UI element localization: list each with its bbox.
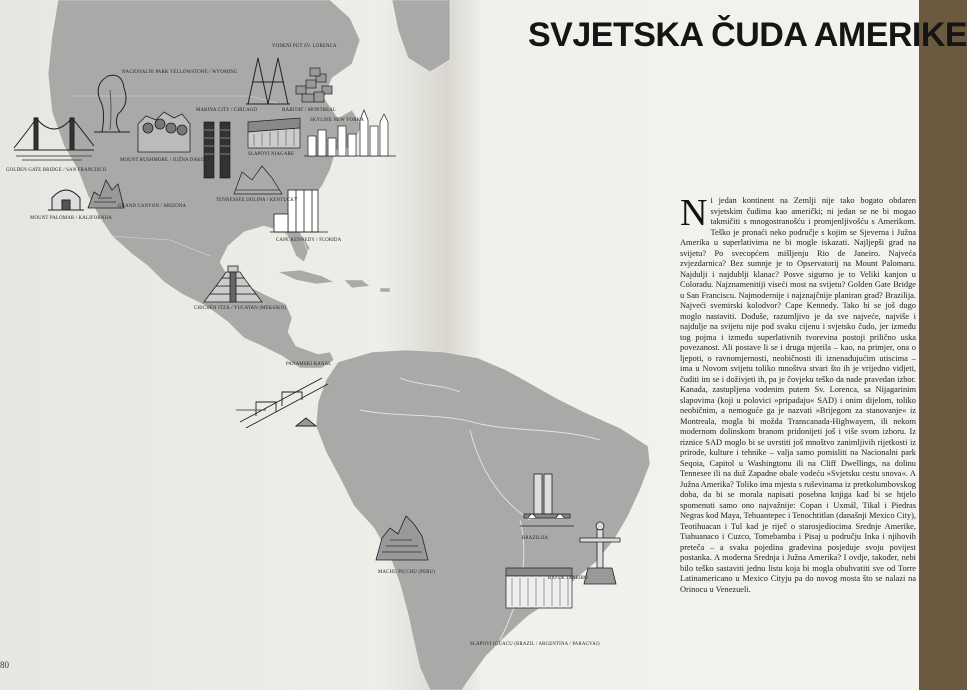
label-cape-kennedy: CAPE KENNEDY / FLORIDA [276,238,342,243]
label-panama: PANAMSKI KANAL [286,362,332,367]
label-chichen-itza: CHICHÉN ITZÁ / YUCATAN (MEKSIKO) [194,306,287,311]
iguacu-falls-illustration [504,562,574,610]
label-mount-rushmore: MOUNT RUSHMORE / JUŽNA DAKOTA [120,158,211,163]
drop-cap: N [680,192,708,234]
golden-gate-bridge-illustration [12,110,96,166]
mount-rushmore-illustration [136,108,192,154]
page-title: SVJETSKA ČUDA AMERIKE [528,16,967,54]
label-new-york: SKYLINE NEW YORKA [310,118,365,123]
label-brasilia: BRAZILIJA [522,536,549,541]
greenland [392,0,450,72]
label-grand-canyon: GRAND CANYON / ARIZONA [118,204,187,209]
st-lawrence-seaway-illustration [244,48,292,106]
label-montreal: HABITAT / MONTREAL [282,108,337,113]
label-niagara: SLAPOVI NIAGARE [248,152,295,157]
label-marina-city: MARINA CITY / CHICAGO [196,108,258,113]
label-yellowstone: NACIONALNI PARK YELLOWSTONE / WYOMING [122,70,238,75]
niagara-falls-illustration [246,114,302,150]
florida [286,232,308,262]
habitat-montreal-illustration [292,62,336,106]
chichen-itza-illustration [200,262,266,304]
yellowstone-illustration [92,70,132,136]
cuba [278,270,334,284]
mount-palomar-illustration [46,180,86,216]
brasilia-illustration [520,470,574,530]
label-st-lawrence: VODENI PUT SV. LORENCA [272,44,337,49]
article-body [680,192,916,595]
label-iguacu: SLAPOVI IGUACU (BRAZIL / ARGENTINA / PARAGVAJ) [470,642,600,647]
cape-kennedy-illustration [270,186,328,236]
machu-picchu-illustration [374,512,430,562]
new-york-skyline-illustration [304,106,396,158]
article-text: i jedan kontinent na Zemlji nije tako bogato obdaren svjetskim čudima kao američki; ni jedan se ne bi mogao takmičiti s mnogostranošću i promjenljivošću s Amerikom. Teško je pronaći neko područje s kojim se Sjeverna i Južna Amerika u superlativima ne bi mogle iskazati. Najljepši grad na svijetu? Po svecopćem mišljenju Rio de Janeiro. Najveća zvjezdarnica? Bez sumnje je to Opservatorij na Mount Palomaru. Najdulji i najdublji klanac? Posve sigurno je to Veliki kanjon u Coloradu. Najznamenitiji viseći most na svijetu? Golden Gate Bridge u San Franciscu. Najmodernije i najznajčnije planiran grad? Brazilija. Najveći svemirski kolodvor? Cape Kennedy. Tako bi se još dugo moglo nastaviti. Dođuše, razumljivo je da sve najveće, najviše i najdulje na svijetu nije pod svaku cijenu i svjetsko čudo, jer između tog pojma i između superlativnih tvorevina postoji prilično uska povezanost. Ali postave li se i druga mjerila – kao, na primjer, ona o ljepoti, o ravnomjernosti, neobičnosti ili iznenađujućim utiscima – ima u Novom svijetu toliko mnoštva stvari što ih je vrijedno vidjeti, čuditi im se i doživjeti ih, pa je čovjeku teško da nade pravedan izbor. Kanada, zastupljena vodenim putem Sv. Lorenca, sa Nijagarinim slapovima (koji u polovici »pripadaju« SAD) i onim dijelom, toliko neobičnim, a nemoguće ga je nazvati »Brijegom za stanovanje« iz Montreala, mogla bi možda Transcanada-Highwayem, ili nekom modernom dolinskom branom pridonijeti još i više svom izboru. Iz riznice SAD moglo bi se uvrstiti još mnoštvo zanimljivih rijetkosti iz prirode, kulture i tehnike – valja samo pomisliti na Nacionalni park Seqoia, Capitol u Washingtonu ili na Cliff Dwellings, na dolinu Tennesee ili na duž Zapadne obale vodeću »Svjetsku cestu snova«. A Južna Amerika? Toliko ima mjesta s ruševinama iz pretkolumbovskog doba, da bi se morala napisati posebna knjiga kad bi se htjelo spomenuti samo ono najvažnije: Copan i Uxmál, Tikal i Piedras Negras kod Maya, Tehuantepec i Tenochtitlan (današnji Mexico City), Teotihuacan i Tul kad je riječ o starosjediocima Srednje Amerike, Tiahuanaco i Cuzco, Tomebamba i Pisaj u području Inka i njihovih preteča – a svaka pojedina građevina posjeduje svoju povijest postanka. A moderna Srednja i Južna Amerika? I ovdje, također, nebi bilo teško sastaviti jednu listu koja bi mogla obuhvatiti sve od Torre Latinamericano u Mexico Cityju pa do novog mosta što se nalazi na Orinocu u Venezueli. [680,196,916,594]
hispaniola [344,280,370,288]
page-number: 80 [0,660,9,670]
label-rio: RIO DE JANEIRO [548,576,588,581]
label-machu-picchu: MACHU PICCHU (PERU) [378,570,436,575]
marina-city-illustration [200,116,234,180]
article-paragraph [680,192,916,595]
panama-canal-illustration [236,366,328,432]
label-tennessee: TENNESSEE DOLINA / KENTUCKY [216,198,298,203]
puerto-rico [380,288,390,292]
label-golden-gate: GOLDEN GATE BRIDGE / SAN FRANCISCO [6,168,107,173]
label-mount-palomar: MOUNT PALOMAR / KALIFORNIJA [30,216,113,221]
